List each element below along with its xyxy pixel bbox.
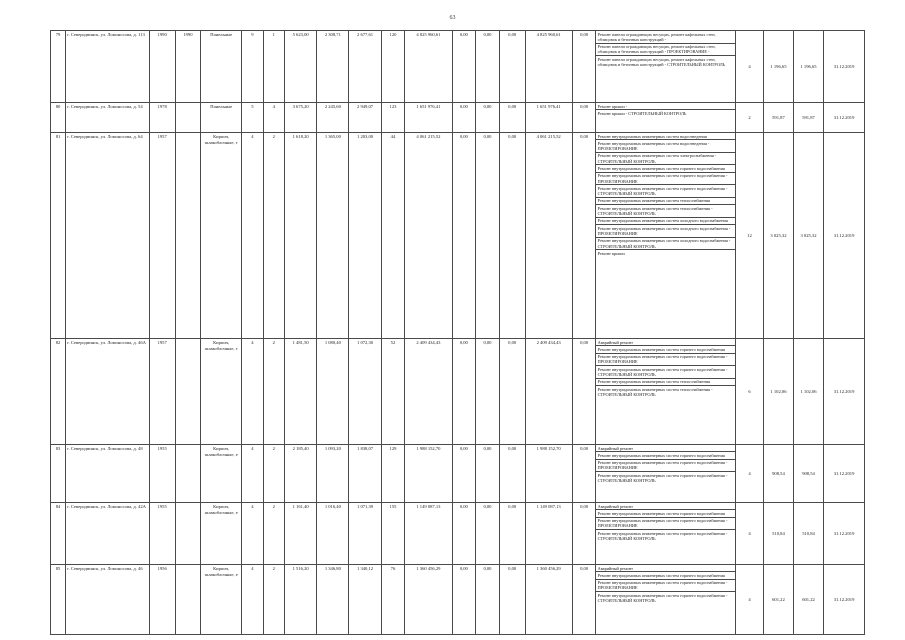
year-commission-cell: 1990 (175, 31, 201, 103)
year-commission-cell (175, 133, 201, 339)
unit-cost-cell: 1 102,06 (763, 339, 793, 445)
entrances-cell: 2 (263, 445, 284, 503)
table-row (51, 565, 865, 635)
address-cell: г. Северодвинск, ул. Ломоносова, д. 64 (66, 133, 150, 339)
regional-budget-cell: 0,00 (476, 565, 500, 635)
residents-cell: 44 (381, 133, 405, 339)
residents-cell: 129 (381, 445, 405, 503)
max-unit-cost-cell: 1 196,65 (793, 31, 823, 103)
wall-material-cell: Кирпич, шлакоблочные, т (201, 339, 242, 445)
unit-cost-cell: 591,87 (763, 103, 793, 133)
year-built-cell: 1978 (149, 103, 175, 133)
max-unit-cost-cell: 591,87 (793, 103, 823, 133)
local-budget-cell: 0,00 (499, 103, 525, 133)
total-area-cell: 2 185,40 (285, 445, 317, 503)
max-unit-cost-cell: 908,54 (793, 445, 823, 503)
owners-funds-cell: 1 360 456,29 (525, 565, 572, 635)
work-item: Ремонт внутридомовых инженерных систем водоотведения - ПРОЕКТИРОВАНИЕ (596, 140, 735, 153)
work-item: Аварийный ремонт (596, 503, 735, 510)
local-budget-cell: 0,00 (499, 339, 525, 445)
work-item: Ремонт внутридомовых инженерных систем горячего водоснабжения - ПРОЕКТИРОВАНИЕ (596, 580, 735, 593)
residents-cell: 123 (381, 103, 405, 133)
living-area-cell: 1 093,20 (317, 445, 349, 503)
owners-funds-cell: 4 825 960,61 (525, 31, 572, 103)
register-table (50, 30, 865, 635)
work-item: Аварийный ремонт (596, 339, 735, 346)
unit-cost-cell: 908,54 (763, 445, 793, 503)
works-list-cell (596, 445, 736, 503)
total-cost-cell: 1 651 976,41 (405, 103, 452, 133)
year-built-cell: 1957 (149, 339, 175, 445)
year-built-cell: 1956 (149, 565, 175, 635)
work-item: Ремонт внутридомовых инженерных систем горячего водоснабжения (596, 572, 735, 579)
max-unit-cost-cell: 601,22 (793, 565, 823, 635)
entrances-cell: 2 (263, 339, 284, 445)
page-number: 63 (449, 15, 456, 21)
work-item: Ремонт панели ограждающих несущих, ремонт кафельных стен, облицовок и бетонных конструкций - СТРОИТЕЛЬНЫЙ КОНТРОЛЬ (597, 56, 726, 67)
owners-funds-cell: 1 988 152,70 (525, 445, 572, 503)
works-list-cell (596, 503, 736, 565)
total-cost-cell: 1 360 456,29 (405, 565, 452, 635)
living-area-cell: 1 080,40 (317, 339, 349, 445)
entrances-cell: 4 (263, 103, 284, 133)
deadline-cell: 31.12.2019 (824, 503, 865, 565)
unit-cost-cell: 3 025,32 (763, 133, 793, 339)
year-built-cell: 1990 (149, 31, 175, 103)
work-item: Ремонт внутридомовых инженерных систем теплоснабжения (596, 198, 735, 205)
year-commission-cell (175, 445, 201, 503)
address-cell: г. Северодвинск, ул. Ломоносова, д. 42А (66, 503, 150, 565)
work-item: Ремонт внутридомовых инженерных систем горячего водоснабжения - СТРОИТЕЛЬНЫЙ КОНТРОЛЬ (597, 472, 728, 483)
floors-cell: 4 (242, 133, 263, 339)
wall-material-cell: Кирпич, шлакоблочные, е (201, 565, 242, 635)
year-commission-cell (175, 503, 201, 565)
local-budget-cell: 0,00 (499, 445, 525, 503)
row-number: 82 (51, 339, 66, 445)
table-row (51, 133, 865, 339)
other-area-cell: 1 203,00 (349, 133, 381, 339)
regional-budget-cell: 0,00 (476, 339, 500, 445)
deadline-cell: 31.12.2019 (824, 133, 865, 339)
row-number: 85 (51, 565, 66, 635)
address-cell: г. Северодвинск, ул. Ломоносова, д. 54 (66, 103, 150, 133)
living-area-cell: 1 346,80 (317, 565, 349, 635)
work-item: Ремонт внутридомовых инженерных систем холодного водоснабжения - СТРОИТЕЛЬНЫЙ КОНТРОЛЬ (596, 238, 735, 251)
living-area-cell: 1 016,40 (317, 503, 349, 565)
work-item: Ремонт внутридомовых инженерных систем горячего водоснабжения (596, 452, 735, 459)
work-item: Ремонт внутридомовых инженерных систем горячего водоснабжения (596, 346, 735, 353)
owners-funds-cell: 1 651 976,41 (525, 103, 572, 133)
work-item: Ремонт внутридомовых инженерных систем горячего водоснабжения - СТРОИТЕЛЬНЫЙ КОНТРОЛЬ (596, 366, 735, 379)
work-item: Ремонт панели ограждающих несущих, ремонт кафельных стен, облицовок и бетонных конструкций - (596, 31, 735, 44)
deadline-cell: 31.12.2019 (824, 565, 865, 635)
row-number: 84 (51, 503, 66, 565)
row-number: 81 (51, 133, 66, 339)
living-area-cell: 2 245,60 (317, 103, 349, 133)
works-list-cell (596, 339, 736, 445)
row-number: 79 (51, 31, 66, 103)
deadline-cell: 31.12.2019 (824, 103, 865, 133)
total-area-cell: 1 481,50 (285, 339, 317, 445)
deadline-cell: 31.12.2019 (824, 31, 865, 103)
wall-material-cell: Панельные (201, 103, 242, 133)
work-item: Ремонт панели ограждающих несущих, ремонт кафельных стен, облицовок и бетонных конструкций - ПРОЕКТИРОВАНИЕ - (596, 44, 735, 57)
other-funds-cell: 0,00 (572, 31, 596, 103)
total-area-cell: 1 618,20 (285, 133, 317, 339)
local-budget-cell: 0,00 (499, 133, 525, 339)
fund-cost-cell: 0,00 (452, 339, 476, 445)
work-item: Ремонт внутридомовых инженерных систем водоотведения (596, 133, 735, 140)
work-item: Ремонт внутридомовых инженерных систем холодного водоснабжения - ПРОЕКТИРОВАНИЕ (596, 225, 735, 238)
total-cost-cell: 1 149 087,13 (405, 503, 452, 565)
row-number: 83 (51, 445, 66, 503)
work-item: Ремонт внутридомовых инженерных систем горячего водоснабжения - ПРОЕКТИРОВАНИЕ (596, 518, 735, 531)
living-area-cell: 1 365,00 (317, 133, 349, 339)
entrances-cell: 2 (263, 503, 284, 565)
other-funds-cell: 0,00 (572, 503, 596, 565)
work-count-cell: 4 (736, 445, 764, 503)
works-list-cell (596, 565, 736, 635)
fund-cost-cell: 0,00 (452, 133, 476, 339)
other-funds-cell: 0,00 (572, 339, 596, 445)
work-count-cell: 2 (736, 103, 764, 133)
address-cell: г. Северодвинск, ул. Ломоносова, д. 113 (66, 31, 150, 103)
work-item: Ремонт внутридомовых инженерных систем горячего водоснабжения - ПРОЕКТИРОВАНИЕ (596, 173, 735, 186)
work-item: Ремонт внутридомовых инженерных систем теплоснабжения - СТРОИТЕЛЬНЫЙ КОНТРОЛЬ (596, 205, 735, 218)
fund-cost-cell: 0,00 (452, 565, 476, 635)
floors-cell: 4 (242, 445, 263, 503)
max-unit-cost-cell: 3 025,32 (793, 133, 823, 339)
unit-cost-cell: 1 196,65 (763, 31, 793, 103)
total-cost-cell: 4 061 215,52 (405, 133, 452, 339)
work-count-cell: 4 (736, 31, 764, 103)
max-unit-cost-cell: 1 102,06 (793, 339, 823, 445)
regional-budget-cell: 0,00 (476, 133, 500, 339)
total-area-cell: 1 161,40 (285, 503, 317, 565)
total-area-cell: 1 516,20 (285, 565, 317, 635)
work-count-cell: 6 (736, 339, 764, 445)
total-cost-cell: 2 409 434,43 (405, 339, 452, 445)
work-item: Аварийный ремонт (596, 445, 735, 452)
deadline-cell: 31.12.2019 (824, 445, 865, 503)
works-list-cell (596, 103, 736, 133)
other-area-cell: 1 072,30 (349, 339, 381, 445)
fund-cost-cell: 0,00 (452, 103, 476, 133)
max-unit-cost-cell: 510,84 (793, 503, 823, 565)
work-item: Ремонт крыши - (596, 103, 735, 110)
owners-funds-cell: 4 061 215,52 (525, 133, 572, 339)
year-built-cell: 1955 (149, 445, 175, 503)
local-budget-cell: 0,00 (499, 503, 525, 565)
other-funds-cell: 0,00 (572, 445, 596, 503)
total-area-cell: 5 623,00 (285, 31, 317, 103)
table-row (51, 445, 865, 503)
wall-material-cell: Кирпич, шлакоблочные, т (201, 133, 242, 339)
other-area-cell: 2 677,61 (349, 31, 381, 103)
works-list-cell (596, 133, 736, 339)
residents-cell: 76 (381, 565, 405, 635)
work-item: Ремонт внутридомовых инженерных систем горячего водоснабжения - ПРОЕКТИРОВАНИЕ (596, 460, 735, 473)
address-cell: г. Северодвинск, ул. Ломоносова, д. 48 (66, 445, 150, 503)
wall-material-cell: Кирпич, шлакоблочные, е (201, 445, 242, 503)
other-funds-cell: 0,00 (572, 103, 596, 133)
work-item: Ремонт внутридомовых инженерных систем горячего водоснабжения - СТРОИТЕЛЬНЫЙ КОНТРОЛЬ (597, 530, 728, 541)
works-list-cell (596, 31, 736, 103)
owners-funds-cell: 1 149 087,13 (525, 503, 572, 565)
other-area-cell: 1 071,39 (349, 503, 381, 565)
wall-material-cell: Панельные (201, 31, 242, 103)
work-item: Ремонт внутридомовых инженерных систем горячего водоснабжения - СТРОИТЕЛЬНЫЙ КОНТРОЛЬ (597, 592, 728, 603)
local-budget-cell: 0,00 (499, 565, 525, 635)
entrances-cell: 2 (263, 133, 284, 339)
work-item: Ремонт внутридомовых инженерных систем теплоснабжения (596, 379, 735, 386)
work-item: Ремонт внутридомовых инженерных систем горячего водоснабжения (596, 165, 735, 172)
unit-cost-cell: 601,22 (763, 565, 793, 635)
address-cell: г. Северодвинск, ул. Ломоносова, д. 46 (66, 565, 150, 635)
work-item: Ремонт внутридомовых инженерных систем электроснабжения - СТРОИТЕЛЬНЫЙ КОНТРОЛЬ (596, 153, 735, 166)
local-budget-cell: 0,00 (499, 31, 525, 103)
year-commission-cell (175, 339, 201, 445)
total-cost-cell: 4 825 960,61 (405, 31, 452, 103)
table-row (51, 31, 865, 103)
floors-cell: 5 (242, 103, 263, 133)
residents-cell: 52 (381, 339, 405, 445)
fund-cost-cell: 0,00 (452, 31, 476, 103)
living-area-cell: 2 308,71 (317, 31, 349, 103)
floors-cell: 4 (242, 503, 263, 565)
regional-budget-cell: 0,00 (476, 503, 500, 565)
table-row (51, 503, 865, 565)
entrances-cell: 1 (263, 31, 284, 103)
unit-cost-cell: 510,84 (763, 503, 793, 565)
total-cost-cell: 1 988 152,70 (405, 445, 452, 503)
entrances-cell: 2 (263, 565, 284, 635)
year-built-cell: 1955 (149, 503, 175, 565)
table-row (51, 103, 865, 133)
other-area-cell: 1 340,12 (349, 565, 381, 635)
total-area-cell: 3 675,20 (285, 103, 317, 133)
residents-cell: 155 (381, 503, 405, 565)
work-item: Ремонт крыши (597, 250, 625, 256)
regional-budget-cell: 0,00 (476, 31, 500, 103)
work-item: Ремонт внутридомовых инженерных систем холодного водоснабжения (596, 218, 735, 225)
work-item: Ремонт внутридомовых инженерных систем горячего водоснабжения - ПРОЕКТИРОВАНИЕ (596, 354, 735, 367)
floors-cell: 4 (242, 565, 263, 635)
work-item: Ремонт внутридомовых инженерных систем горячего водоснабжения (596, 510, 735, 517)
regional-budget-cell: 0,00 (476, 103, 500, 133)
table-row (51, 339, 865, 445)
fund-cost-cell: 0,00 (452, 503, 476, 565)
year-built-cell: 1957 (149, 133, 175, 339)
fund-cost-cell: 0,00 (452, 445, 476, 503)
work-item: Аварийный ремонт (596, 565, 735, 572)
floors-cell: 4 (242, 339, 263, 445)
owners-funds-cell: 2 409 434,43 (525, 339, 572, 445)
work-count-cell: 12 (736, 133, 764, 339)
deadline-cell: 31.12.2019 (824, 339, 865, 445)
work-item: Ремонт внутридомовых инженерных систем горячего водоснабжения - СТРОИТЕЛЬНЫЙ КОНТРОЛЬ (596, 185, 735, 198)
year-commission-cell (175, 565, 201, 635)
other-area-cell: 1 838,07 (349, 445, 381, 503)
work-count-cell: 4 (736, 565, 764, 635)
residents-cell: 120 (381, 31, 405, 103)
wall-material-cell: Кирпич, шлакоблочные, е (201, 503, 242, 565)
work-item: Ремонт внутридомовых инженерных систем теплоснабжения - СТРОИТЕЛЬНЫЙ КОНТРОЛЬ (597, 386, 713, 397)
regional-budget-cell: 0,00 (476, 445, 500, 503)
row-number: 80 (51, 103, 66, 133)
year-commission-cell (175, 103, 201, 133)
work-count-cell: 4 (736, 503, 764, 565)
work-item: Ремонт крыши - СТРОИТЕЛЬНЫЙ КОНТРОЛЬ (597, 110, 687, 116)
floors-cell: 9 (242, 31, 263, 103)
other-area-cell: 2 949,07 (349, 103, 381, 133)
address-cell: г. Северодвинск, ул. Ломоносова, д. 46А (66, 339, 150, 445)
other-funds-cell: 0,00 (572, 133, 596, 339)
other-funds-cell: 0,00 (572, 565, 596, 635)
